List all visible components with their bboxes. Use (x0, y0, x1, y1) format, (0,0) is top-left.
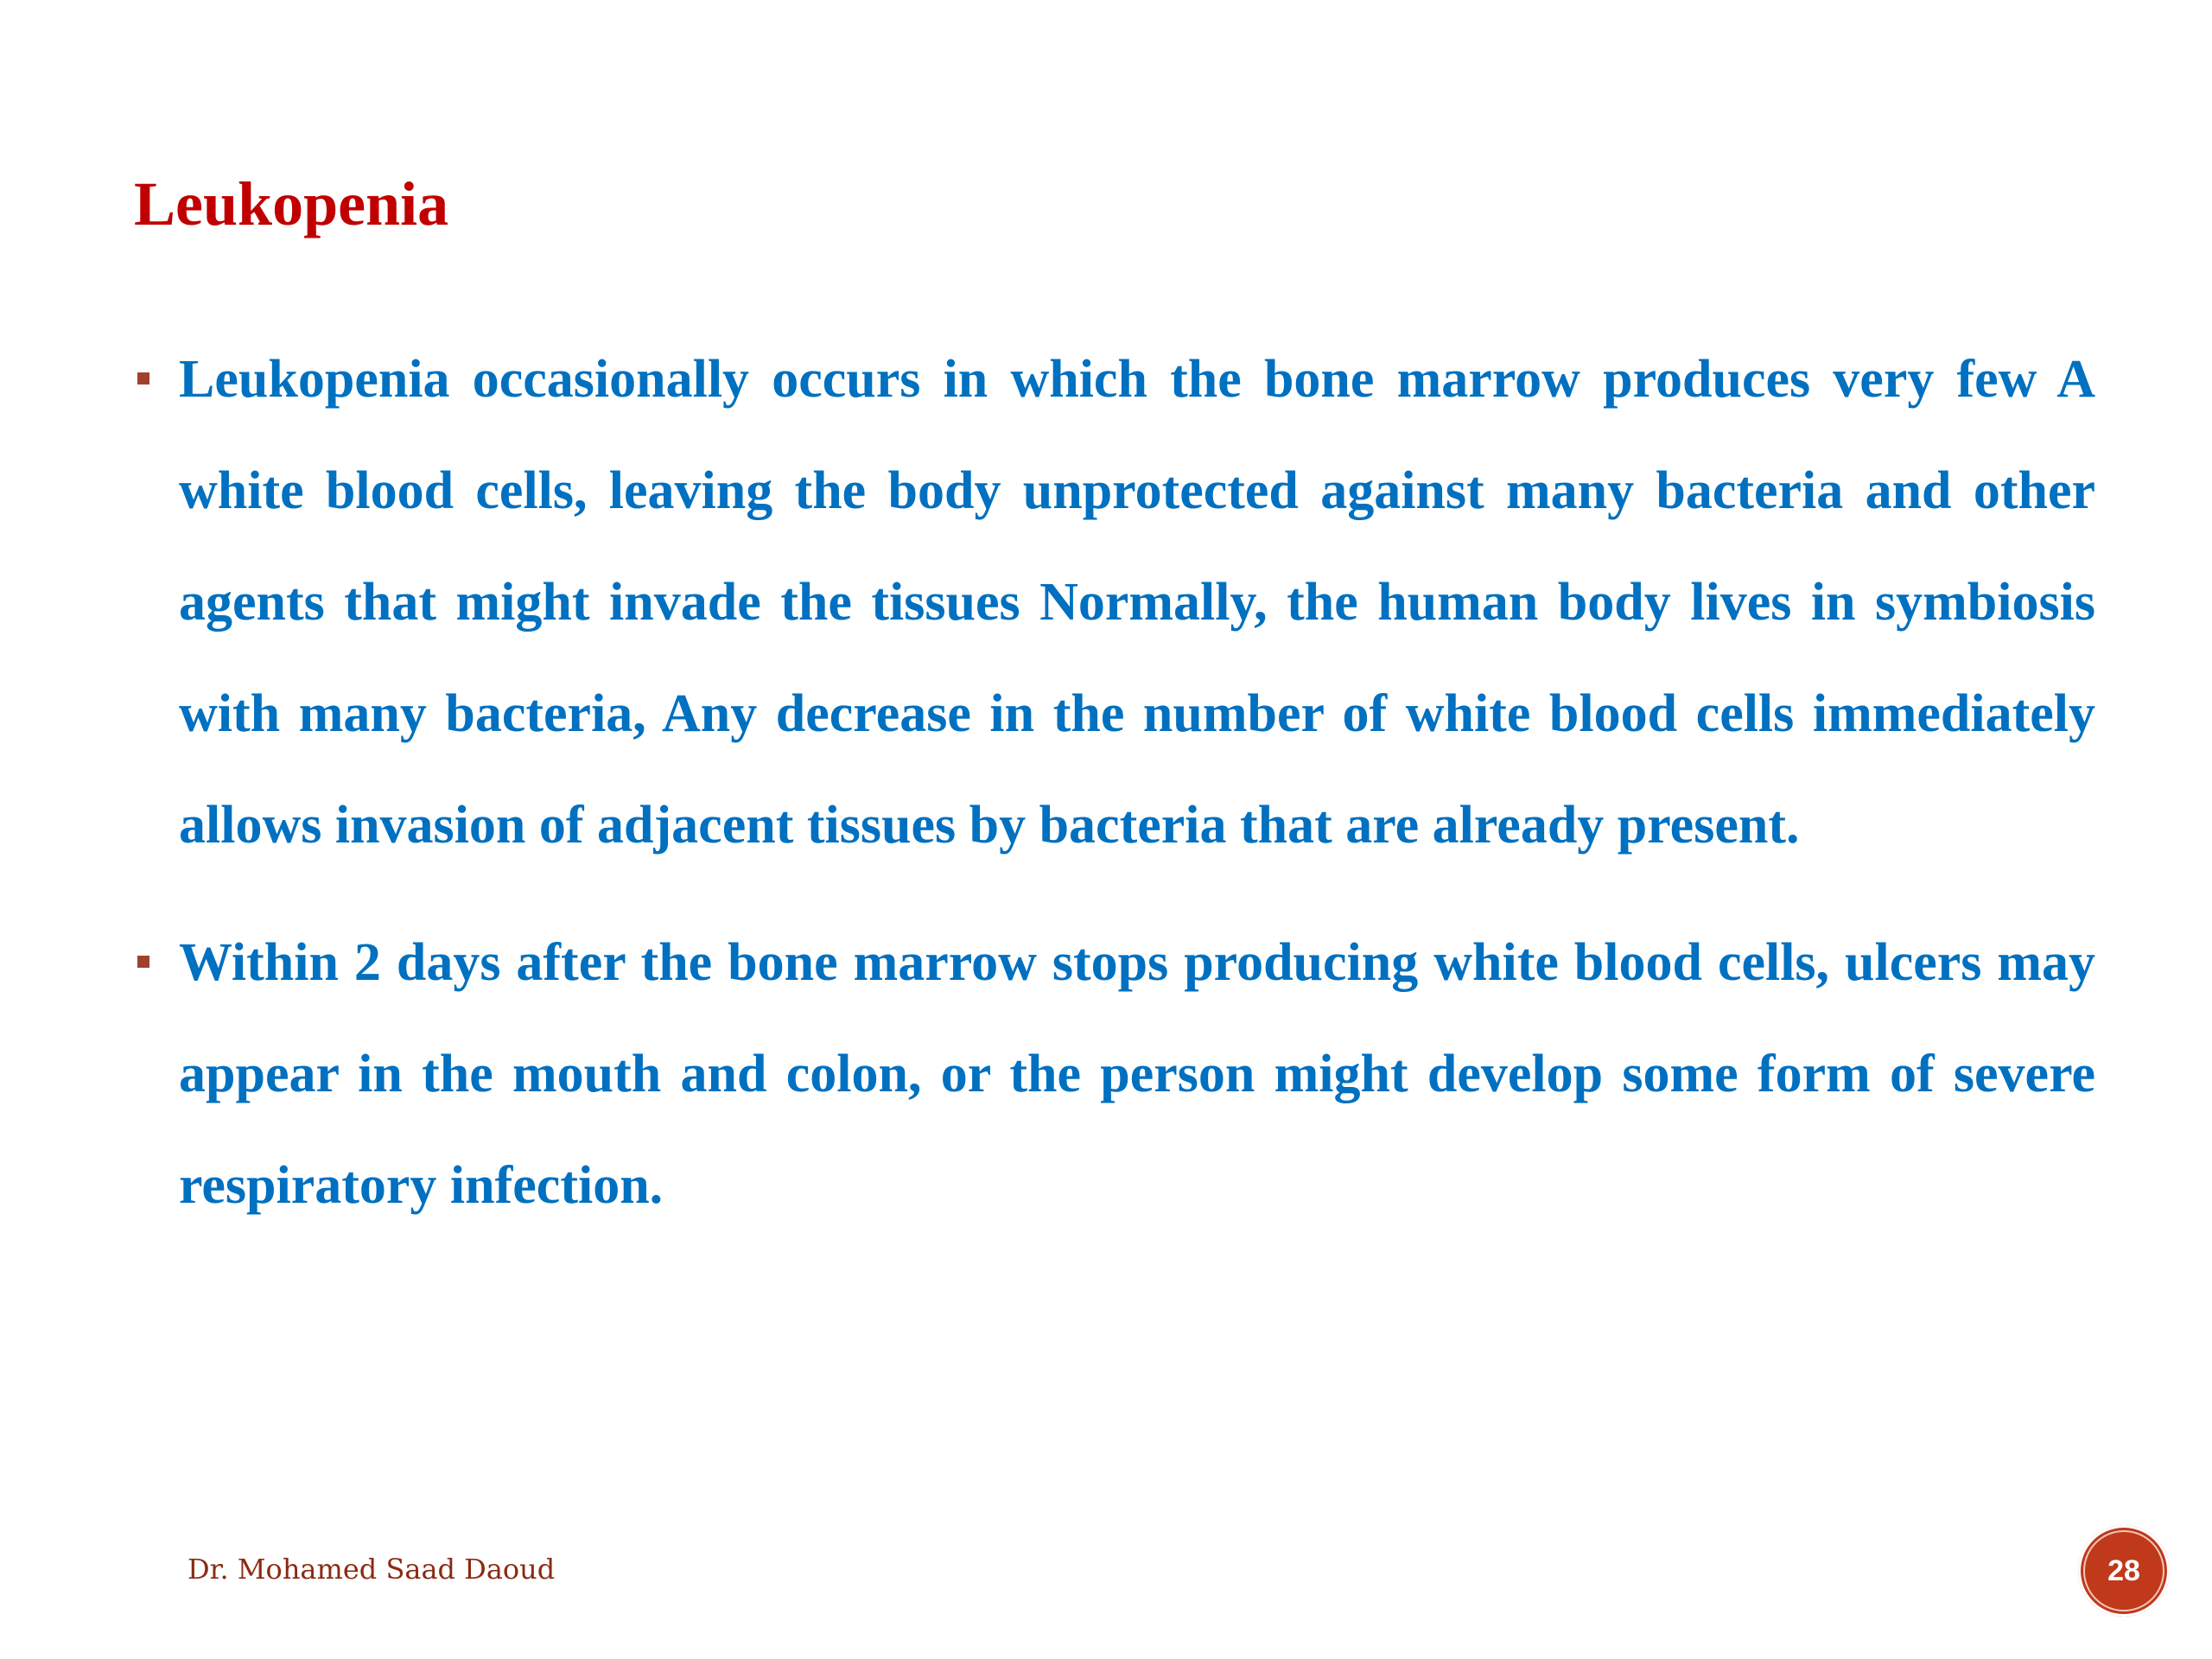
bullet-item (134, 907, 2095, 1242)
bullet-text: Within 2 days after the bone marrow stops producing white blood cells, ulcers may appear in the mouth and colon, or the person might develop some form of severe respiratory infection. (179, 933, 2095, 1215)
slide-title: Leukopenia (134, 169, 449, 238)
page-number: 28 (2107, 1554, 2140, 1587)
page-number-badge (2078, 1525, 2170, 1617)
square-bullet-icon (137, 372, 149, 385)
footer-author: Dr. Mohamed Saad Daoud (188, 1553, 556, 1586)
square-bullet-icon (137, 956, 149, 968)
bullet-item (134, 324, 2095, 881)
bullet-list (134, 324, 2095, 1268)
bullet-text: Leukopenia occasionally occurs in which the bone marrow produces very few A white blood cells, leaving the body unprotected against many bacteria and other agents that might invade the tissues Normally, the human body lives in symbiosis with many bacteria, Any decrease in the number of white blood cells immediately allows invasion of adjacent tissues by bacteria that are already present. (179, 350, 2095, 855)
